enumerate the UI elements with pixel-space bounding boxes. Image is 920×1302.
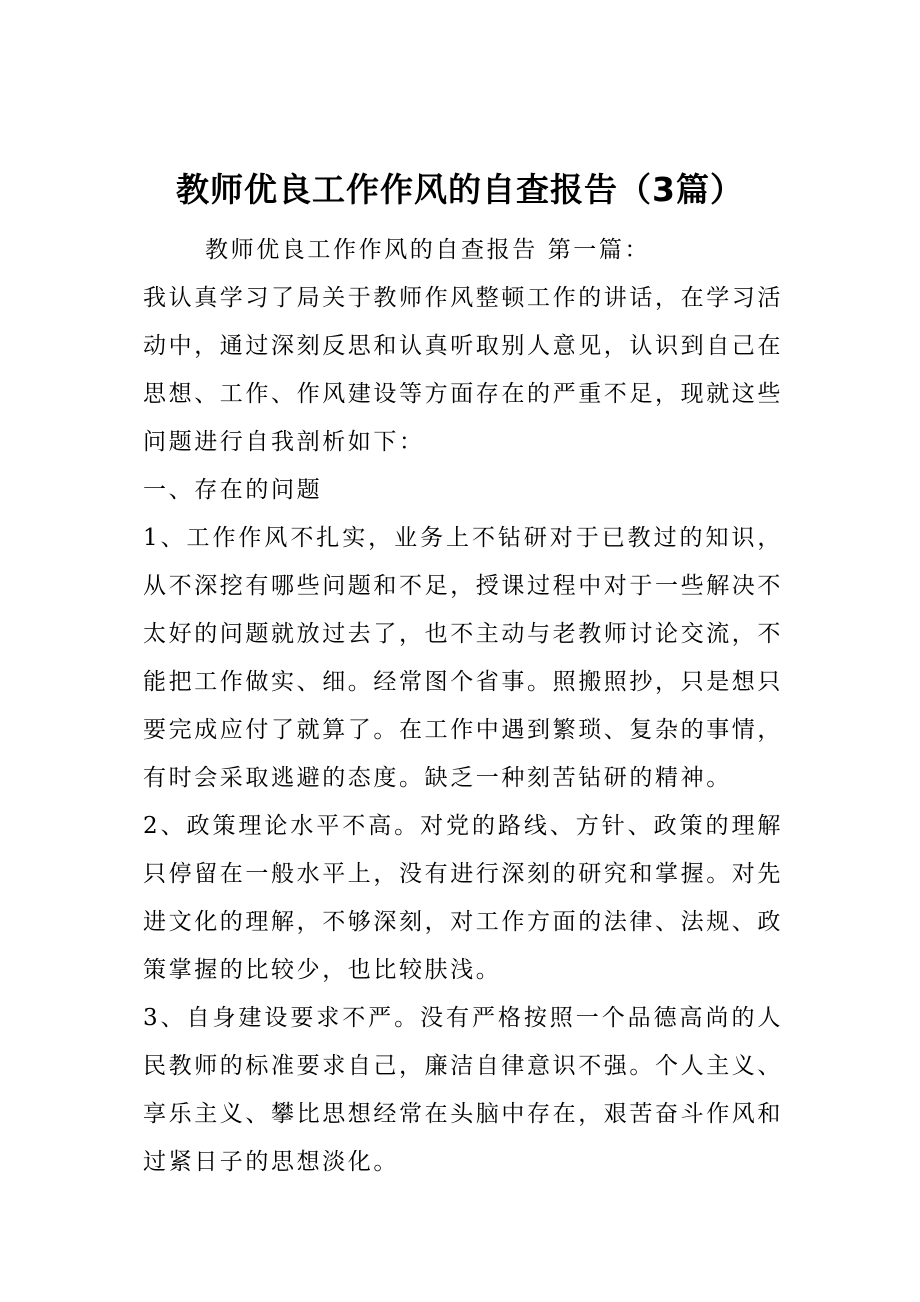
problems-heading: 一、存在的问题 <box>143 477 323 503</box>
document-body <box>143 226 783 1186</box>
document-title: 教师优良工作作风的自查报告（3篇） <box>176 170 744 210</box>
section-heading: 教师优良工作作风的自查报告 第一篇： <box>205 237 651 263</box>
problem-paragraph-3: 3、自身建设要求不严。没有严格按照一个品德高尚的人民教师的标准要求自己，廉洁自律意识不强。个人主义、享乐主义、攀比思想经常在头脑中存在，艰苦奋斗作风和过紧日子的思想淡化。 <box>143 1005 783 1175</box>
problem-paragraph-2: 2、政策理论水平不高。对党的路线、方针、政策的理解只停留在一般水平上，没有进行深刻的研究和掌握。对先进文化的理解，不够深刻，对工作方面的法律、法规、政策掌握的比较少，也比较肤浅。 <box>143 813 783 983</box>
problem-paragraph-1: 1、工作作风不扎实，业务上不钻研对于已教过的知识，从不深挖有哪些问题和不足，授课过程中对于一些解决不太好的问题就放过去了，也不主动与老教师讨论交流，不能把工作做实、细。经常图个省事。照搬照抄，只是想只要完成应付了就算了。在工作中遇到繁琐、复杂的事情，有时会采取逃避的态度。缺乏一种刻苦钻研的精神。 <box>143 525 783 791</box>
intro-paragraph: 我认真学习了局关于教师作风整顿工作的讲话，在学习活动中，通过深刻反思和认真听取别人意见，认识到自己在思想、工作、作风建设等方面存在的严重不足，现就这些问题进行自我剖析如下： <box>143 285 783 455</box>
